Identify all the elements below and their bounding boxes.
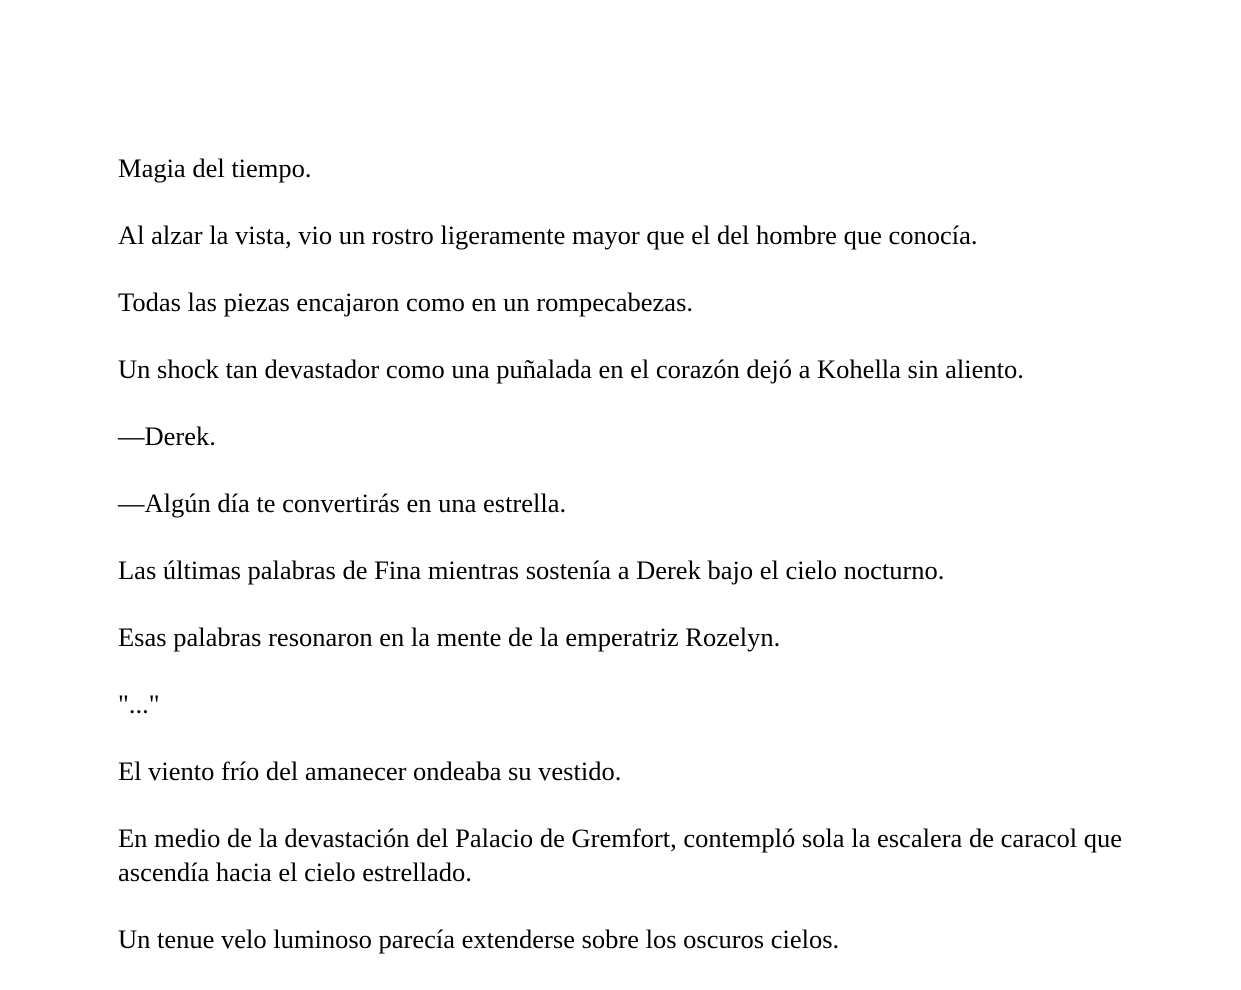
paragraph: —Derek.: [118, 421, 216, 451]
paragraph: Un tenue velo luminoso parecía extenderse sobre los oscuros cielos.: [118, 923, 840, 954]
paragraph: Al alzar la vista, vio un rostro ligeramente mayor que el del hombre que conocía.: [118, 220, 978, 250]
paragraph: Esas palabras resonaron en la mente de la emperatriz Rozelyn.: [118, 622, 781, 652]
paragraph: "...": [118, 689, 160, 719]
paragraph: En medio de la devastación del Palacio de Gremfort, contempló sola la escalera de caracol que ascendía hacia el cielo estrellado.: [118, 823, 1122, 887]
paragraph: —Algún día te convertirás en una estrella.: [118, 488, 567, 518]
paragraph: Magia del tiempo.: [118, 153, 312, 183]
paragraph: El viento frío del amanecer ondeaba su vestido.: [118, 756, 622, 786]
paragraph: Todas las piezas encajaron como en un rompecabezas.: [118, 287, 694, 317]
paragraph: Un shock tan devastador como una puñalada en el corazón dejó a Kohella sin aliento.: [118, 354, 1024, 384]
document-body: [118, 152, 1122, 990]
paragraph: Las últimas palabras de Fina mientras sostenía a Derek bajo el cielo nocturno.: [118, 555, 945, 585]
